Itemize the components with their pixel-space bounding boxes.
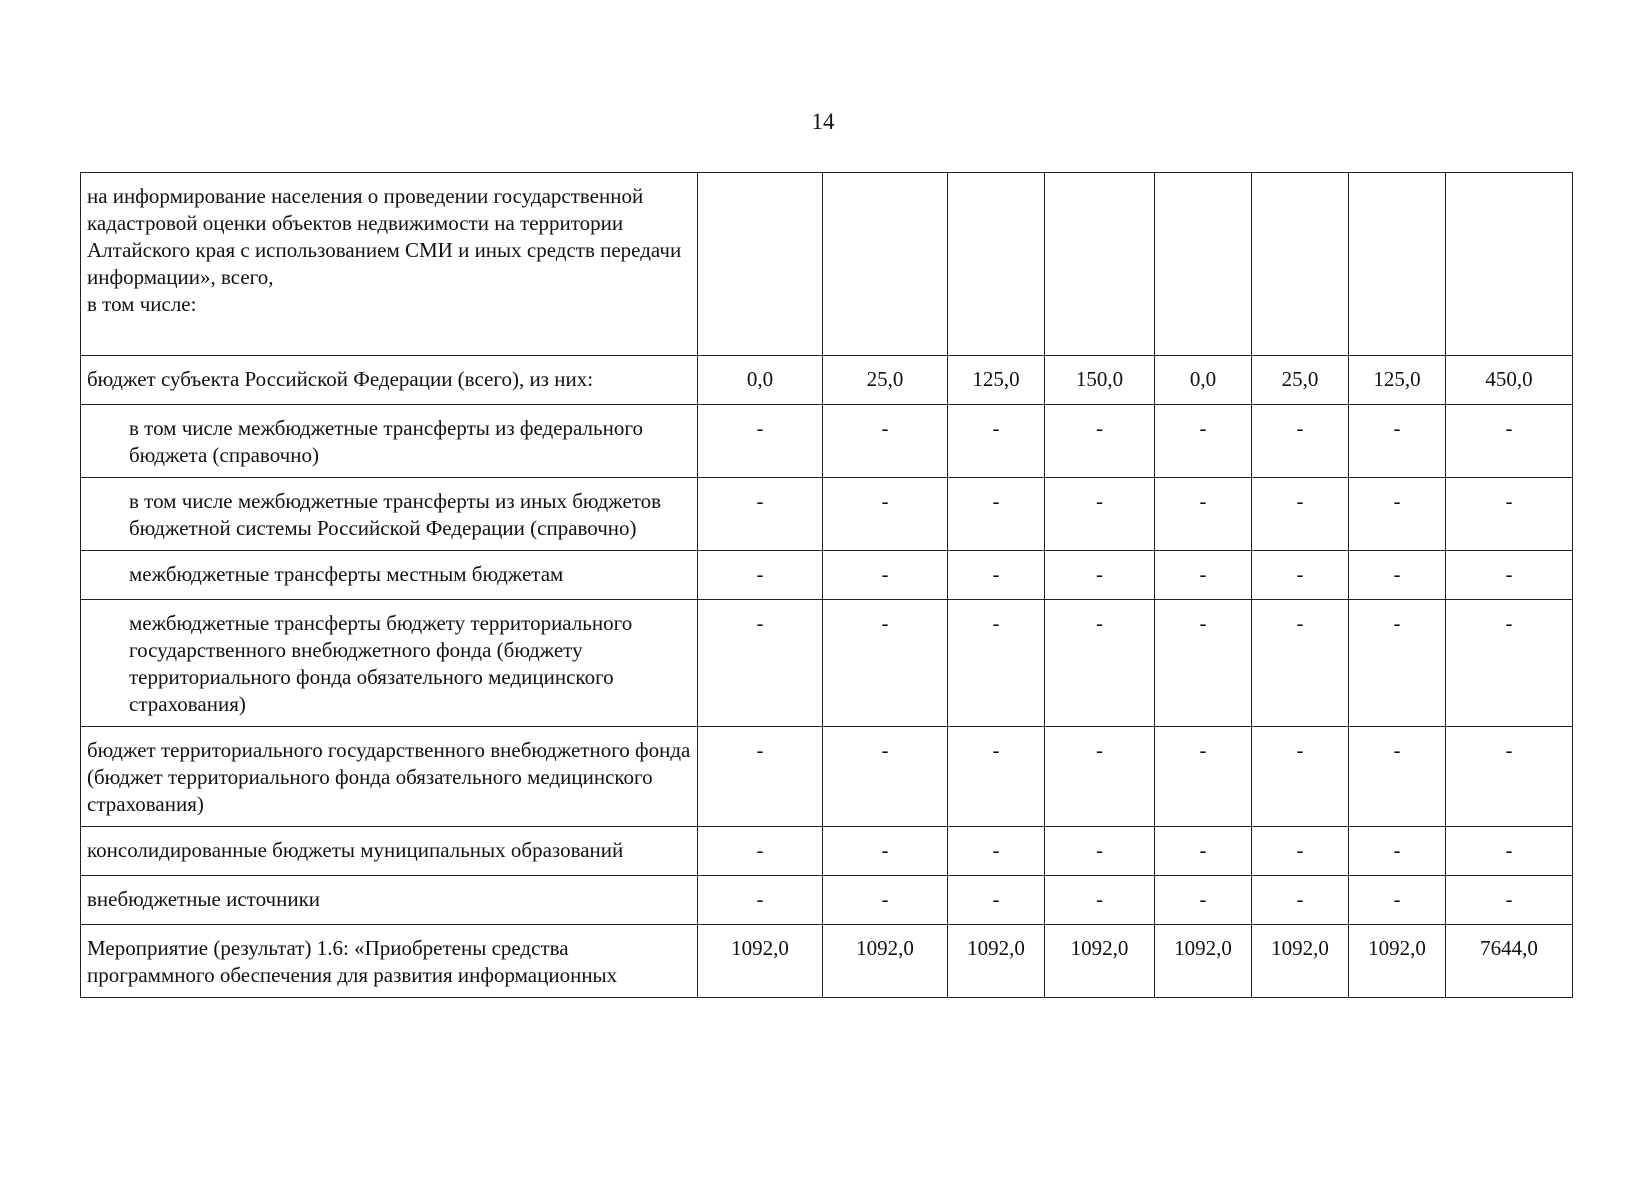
- value-cell: -: [698, 600, 823, 727]
- row-label: на информирование населения о проведении государственной кадастровой оценки объектов недвижимости на территории Алтайского края с использованием СМИ и иных средств передачи информации», всего, в том числе:: [81, 173, 698, 356]
- value-cell: 0,0: [698, 356, 823, 405]
- value-cell: -: [1252, 600, 1349, 727]
- value-cell: -: [1045, 600, 1155, 727]
- value-cell: 150,0: [1045, 356, 1155, 405]
- value-cell: -: [1252, 727, 1349, 827]
- value-cell: -: [1155, 551, 1252, 600]
- row-label: межбюджетные трансферты бюджету территориального государственного внебюджетного фонда (бюджету территориального фонда обязательного медицинского страхования): [81, 600, 698, 727]
- value-cell: -: [698, 727, 823, 827]
- value-cell: -: [1349, 827, 1446, 876]
- table-row: [81, 925, 1573, 998]
- value-cell: -: [1446, 727, 1573, 827]
- value-cell: -: [698, 551, 823, 600]
- value-cell: -: [823, 600, 948, 727]
- table-row: [81, 727, 1573, 827]
- value-cell: -: [1045, 478, 1155, 551]
- value-cell: 1092,0: [698, 925, 823, 998]
- table-row: [81, 551, 1573, 600]
- table-row: [81, 827, 1573, 876]
- value-cell: -: [1349, 551, 1446, 600]
- value-cell: -: [948, 478, 1045, 551]
- value-cell: -: [1155, 405, 1252, 478]
- value-cell: 450,0: [1446, 356, 1573, 405]
- value-cell: 1092,0: [1252, 925, 1349, 998]
- row-label: Мероприятие (результат) 1.6: «Приобретены средства программного обеспечения для развития информационных: [81, 925, 698, 998]
- value-cell: -: [1252, 478, 1349, 551]
- value-cell: -: [948, 827, 1045, 876]
- value-cell: [1252, 173, 1349, 356]
- value-cell: 25,0: [823, 356, 948, 405]
- value-cell: [823, 173, 948, 356]
- value-cell: [698, 173, 823, 356]
- value-cell: [948, 173, 1045, 356]
- value-cell: -: [698, 876, 823, 925]
- value-cell: -: [698, 405, 823, 478]
- budget-table: [80, 172, 1573, 998]
- value-cell: -: [948, 405, 1045, 478]
- value-cell: -: [823, 727, 948, 827]
- row-label: в том числе межбюджетные трансферты из федерального бюджета (справочно): [81, 405, 698, 478]
- value-cell: -: [948, 600, 1045, 727]
- value-cell: 7644,0: [1446, 925, 1573, 998]
- value-cell: -: [823, 405, 948, 478]
- row-label: межбюджетные трансферты местным бюджетам: [81, 551, 698, 600]
- value-cell: -: [1045, 827, 1155, 876]
- value-cell: 1092,0: [823, 925, 948, 998]
- value-cell: -: [1155, 727, 1252, 827]
- row-label: в том числе межбюджетные трансферты из иных бюджетов бюджетной системы Российской Федерации (справочно): [81, 478, 698, 551]
- value-cell: -: [1155, 600, 1252, 727]
- value-cell: -: [1446, 478, 1573, 551]
- value-cell: -: [698, 478, 823, 551]
- value-cell: -: [1045, 876, 1155, 925]
- value-cell: 125,0: [948, 356, 1045, 405]
- value-cell: -: [1045, 551, 1155, 600]
- value-cell: -: [1349, 727, 1446, 827]
- value-cell: -: [948, 727, 1045, 827]
- value-cell: 25,0: [1252, 356, 1349, 405]
- row-label: внебюджетные источники: [81, 876, 698, 925]
- value-cell: -: [1252, 876, 1349, 925]
- value-cell: -: [948, 551, 1045, 600]
- value-cell: -: [1349, 478, 1446, 551]
- value-cell: [1045, 173, 1155, 356]
- value-cell: -: [823, 478, 948, 551]
- page-number: 14: [811, 109, 835, 134]
- value-cell: 0,0: [1155, 356, 1252, 405]
- value-cell: -: [823, 551, 948, 600]
- value-cell: -: [1446, 600, 1573, 727]
- value-cell: -: [823, 876, 948, 925]
- table-row: [81, 478, 1573, 551]
- table-row: [81, 876, 1573, 925]
- value-cell: 1092,0: [1155, 925, 1252, 998]
- value-cell: [1446, 173, 1573, 356]
- table-row: [81, 405, 1573, 478]
- value-cell: -: [1252, 827, 1349, 876]
- value-cell: -: [823, 827, 948, 876]
- value-cell: -: [1446, 405, 1573, 478]
- value-cell: -: [1045, 405, 1155, 478]
- budget-table-body: [81, 173, 1573, 998]
- value-cell: -: [1446, 876, 1573, 925]
- table-row: [81, 600, 1573, 727]
- row-label: бюджет территориального государственного внебюджетного фонда (бюджет территориального фонда обязательного медицинского страхования): [81, 727, 698, 827]
- row-label: бюджет субъекта Российской Федерации (всего), из них:: [81, 356, 698, 405]
- value-cell: [1349, 173, 1446, 356]
- value-cell: -: [1252, 551, 1349, 600]
- value-cell: -: [698, 827, 823, 876]
- value-cell: -: [948, 876, 1045, 925]
- value-cell: 125,0: [1349, 356, 1446, 405]
- value-cell: 1092,0: [1045, 925, 1155, 998]
- value-cell: -: [1155, 876, 1252, 925]
- value-cell: -: [1045, 727, 1155, 827]
- value-cell: -: [1349, 876, 1446, 925]
- table-row: [81, 356, 1573, 405]
- value-cell: -: [1446, 551, 1573, 600]
- table-row: [81, 173, 1573, 356]
- value-cell: -: [1349, 405, 1446, 478]
- row-label: консолидированные бюджеты муниципальных образований: [81, 827, 698, 876]
- value-cell: -: [1155, 478, 1252, 551]
- value-cell: -: [1349, 600, 1446, 727]
- value-cell: -: [1446, 827, 1573, 876]
- value-cell: [1155, 173, 1252, 356]
- value-cell: 1092,0: [948, 925, 1045, 998]
- value-cell: 1092,0: [1349, 925, 1446, 998]
- value-cell: -: [1252, 405, 1349, 478]
- value-cell: -: [1155, 827, 1252, 876]
